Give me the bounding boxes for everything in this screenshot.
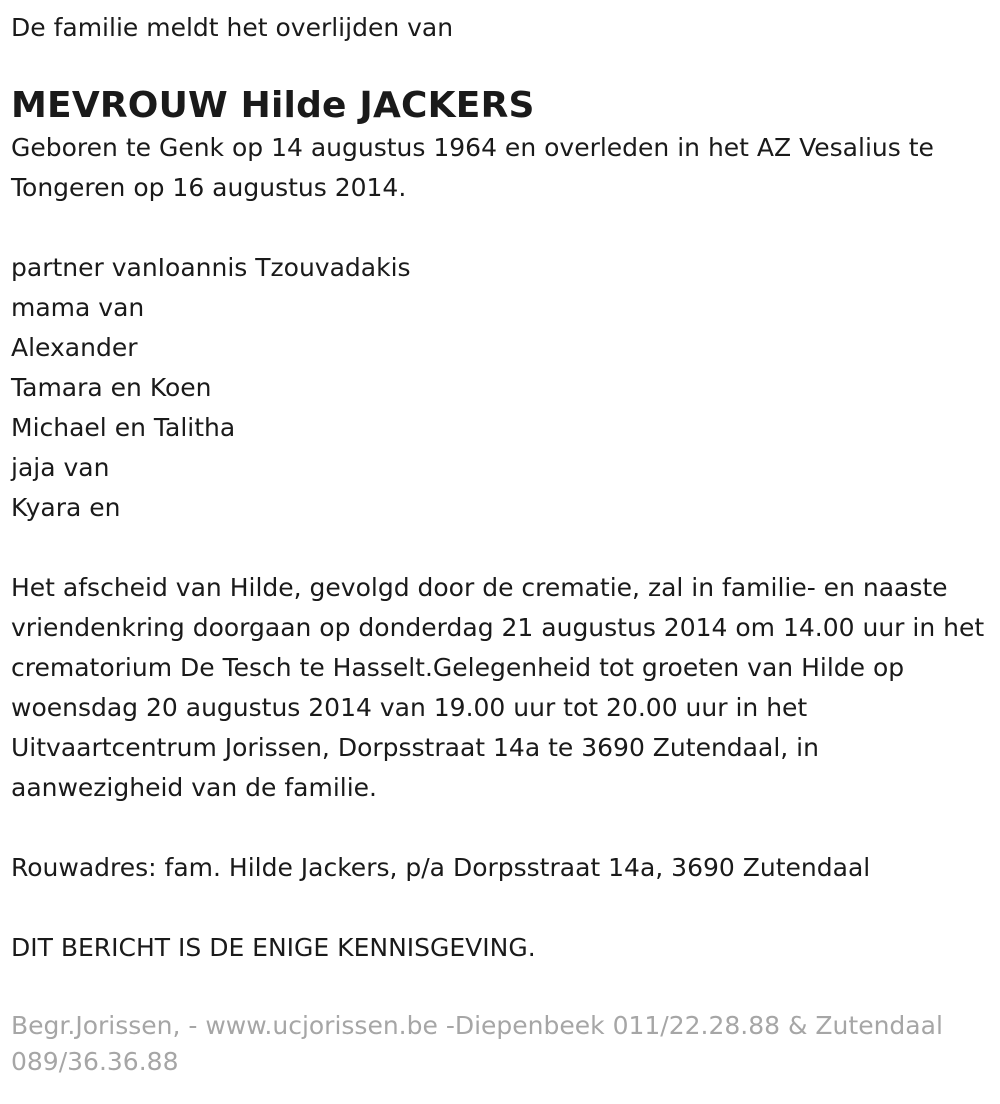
family-line: Alexander: [11, 333, 138, 362]
family-line: Kyara en: [11, 493, 121, 522]
family-line: jaja van: [11, 453, 110, 482]
family-line: partner vanIoannis Tzouvadakis: [11, 253, 411, 282]
funeral-home-footer: Begr.Jorissen, - www.ucjorissen.be -Diepenbeek 011/22.28.88 & Zutendaal 089/36.36.88: [11, 1011, 943, 1076]
only-notice-text: DIT BERICHT IS DE ENIGE KENNISGEVING.: [11, 933, 536, 962]
family-line: Michael en Talitha: [11, 413, 236, 442]
farewell-text: Het afscheid van Hilde, gevolgd door de crematie, zal in familie- en naaste vriendenkring doorgaan op donderdag 21 augustus 2014 om 14.00 uur in het crematorium De Tesch te Hasselt.Gelegenheid tot groeten van Hilde op woensdag 20 augustus 2014 van 19.00 uur tot 20.00 uur in het Uitvaartcentrum Jorissen, Dorpsstraat 14a te 3690 Zutendaal, in aanwezigheid van de familie.: [11, 573, 985, 802]
death-notice: [11, 8, 986, 1080]
deceased-name: MEVROUW Hilde JACKERS: [11, 85, 535, 126]
family-line: mama van: [11, 293, 145, 322]
family-list: [11, 248, 986, 528]
intro-text: De familie meldt het overlijden van: [11, 13, 454, 42]
family-line: Tamara en Koen: [11, 373, 212, 402]
condolence-address: Rouwadres: fam. Hilde Jackers, p/a Dorpsstraat 14a, 3690 Zutendaal: [11, 853, 871, 882]
birth-death-text: Geboren te Genk op 14 augustus 1964 en overleden in het AZ Vesalius te Tongeren op 16 augustus 2014.: [11, 133, 934, 202]
